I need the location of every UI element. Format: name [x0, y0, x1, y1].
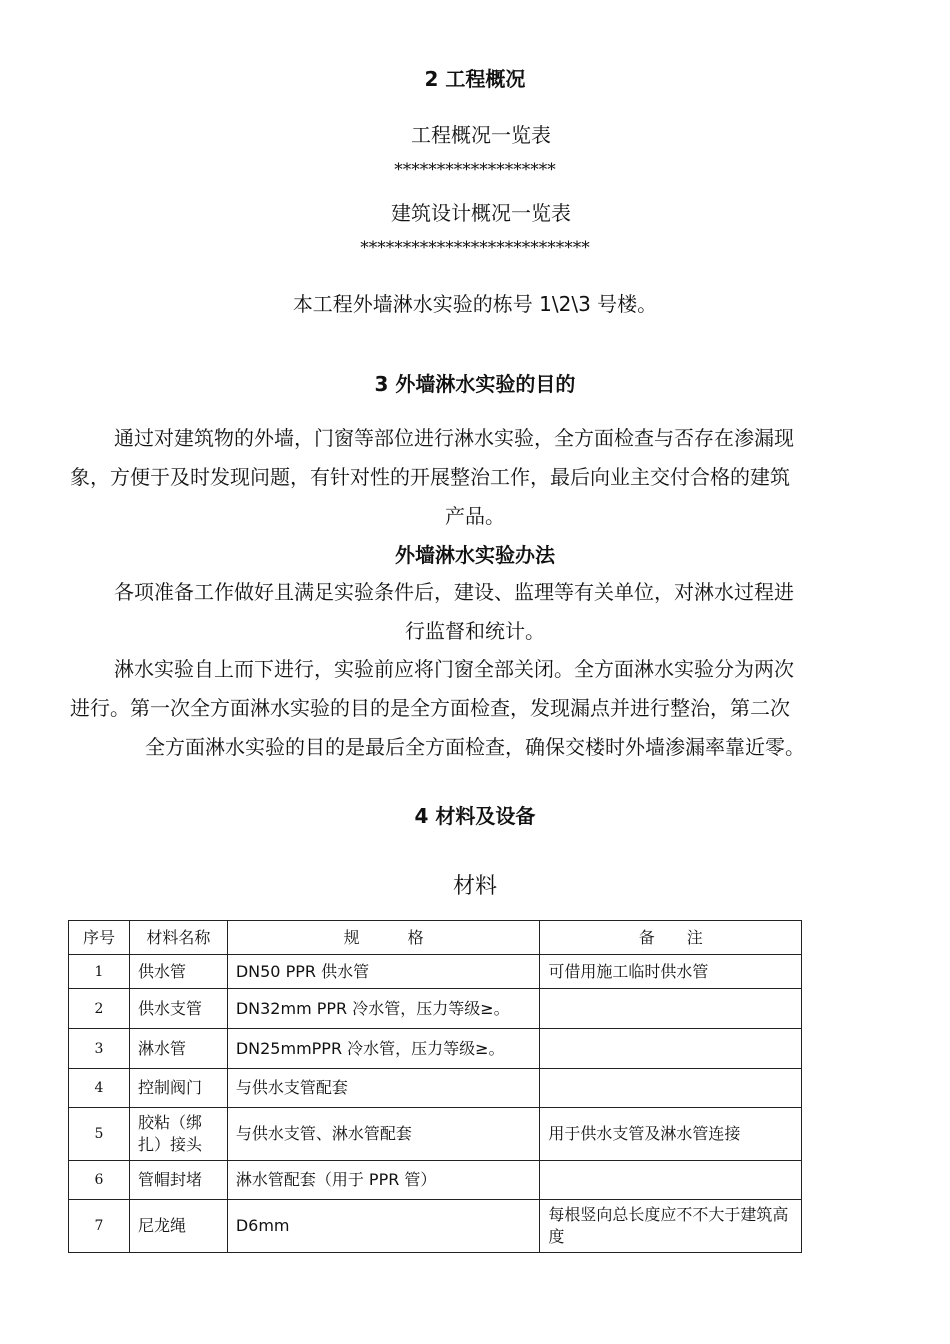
- arch-design-table-title: 建筑设计概况一览表: [391, 201, 571, 225]
- table-row: [69, 1069, 802, 1108]
- row-name: 控制阀门: [129, 1069, 227, 1108]
- row-no: 6: [69, 1161, 130, 1200]
- purpose-line: 通过对建筑物的外墙，门窗等部位进行淋水实验，全方面检查与否存在渗漏现: [114, 426, 794, 450]
- row-remark: 可借用施工临时供水管: [540, 955, 802, 989]
- section-2-title: 2 工程概况: [424, 67, 526, 91]
- row-spec: D6mm: [227, 1200, 540, 1253]
- purpose-paragraph: [70, 419, 880, 536]
- row-spec: 淋水管配套（用于 PPR 管）: [227, 1161, 540, 1200]
- row-name: 供水管: [129, 955, 227, 989]
- purpose-line: 象，方便于及时发现问题，有针对性的开展整治工作，最后向业主交付合格的建筑: [70, 465, 790, 489]
- section-4-title: 4 材料及设备: [414, 804, 536, 828]
- method-line: 全方面淋水实验的目的是最后全方面检查，确保交楼时外墙渗漏率靠近零。: [145, 735, 805, 759]
- building-numbers-note: 本工程外墙淋水实验的栋号 1\2\3 号楼。: [292, 292, 658, 316]
- header-cell: 规 格: [227, 921, 540, 955]
- row-spec: 与供水支管、淋水管配套: [227, 1108, 540, 1161]
- row-no: 7: [69, 1200, 130, 1253]
- row-remark: [540, 1161, 802, 1200]
- row-remark: 用于供水支管及淋水管连接: [540, 1108, 802, 1161]
- purpose-line: 产品。: [445, 504, 505, 528]
- materials-table: [68, 920, 802, 1253]
- method-line: 行监督和统计。: [405, 619, 545, 643]
- row-name: 淋水管: [129, 1029, 227, 1069]
- row-no: 2: [69, 989, 130, 1029]
- row-no: 3: [69, 1029, 130, 1069]
- row-spec: DN50 PPR 供水管: [227, 955, 540, 989]
- row-name: 管帽封堵: [129, 1161, 227, 1200]
- header-cell: 备 注: [540, 921, 802, 955]
- row-name: 供水支管: [129, 989, 227, 1029]
- row-spec: 与供水支管配套: [227, 1069, 540, 1108]
- header-cell: 序号: [69, 921, 130, 955]
- method-title: 外墙淋水实验办法: [395, 543, 555, 567]
- row-name: 尼龙绳: [129, 1200, 227, 1253]
- section-3-title: 3 外墙淋水实验的目的: [374, 372, 576, 396]
- table-row: [69, 955, 802, 989]
- row-name: 胶粘（绑扎）接头: [129, 1108, 227, 1161]
- row-no: 5: [69, 1108, 130, 1161]
- table-header-row: [69, 921, 802, 955]
- table-row: [69, 1161, 802, 1200]
- overview-table-title: 工程概况一览表: [411, 123, 551, 147]
- row-remark: [540, 989, 802, 1029]
- placeholder-stars-2: ***************************: [360, 238, 590, 258]
- row-spec: DN32mm PPR 冷水管，压力等级≥。: [227, 989, 540, 1029]
- materials-title: 材料: [452, 874, 497, 899]
- row-remark: 每根竖向总长度应不不大于建筑高度: [540, 1200, 802, 1253]
- placeholder-stars-1: *******************: [394, 160, 556, 180]
- method-paragraph-2: [70, 650, 880, 767]
- row-no: 1: [69, 955, 130, 989]
- table-row: [69, 1108, 802, 1161]
- row-no: 4: [69, 1069, 130, 1108]
- method-line: 进行。第一次全方面淋水实验的目的是全方面检查，发现漏点并进行整治，第二次: [70, 696, 790, 720]
- header-cell: 材料名称: [129, 921, 227, 955]
- method-line: 淋水实验自上而下进行，实验前应将门窗全部关闭。全方面淋水实验分为两次: [114, 657, 794, 681]
- table-row: [69, 1029, 802, 1069]
- method-paragraph-1: [70, 573, 880, 651]
- table-row: [69, 989, 802, 1029]
- row-spec: DN25mmPPR 冷水管，压力等级≥。: [227, 1029, 540, 1069]
- table-row: [69, 1200, 802, 1253]
- row-remark: [540, 1029, 802, 1069]
- method-line: 各项准备工作做好且满足实验条件后，建设、监理等有关单位，对淋水过程进: [114, 580, 794, 604]
- row-remark: [540, 1069, 802, 1108]
